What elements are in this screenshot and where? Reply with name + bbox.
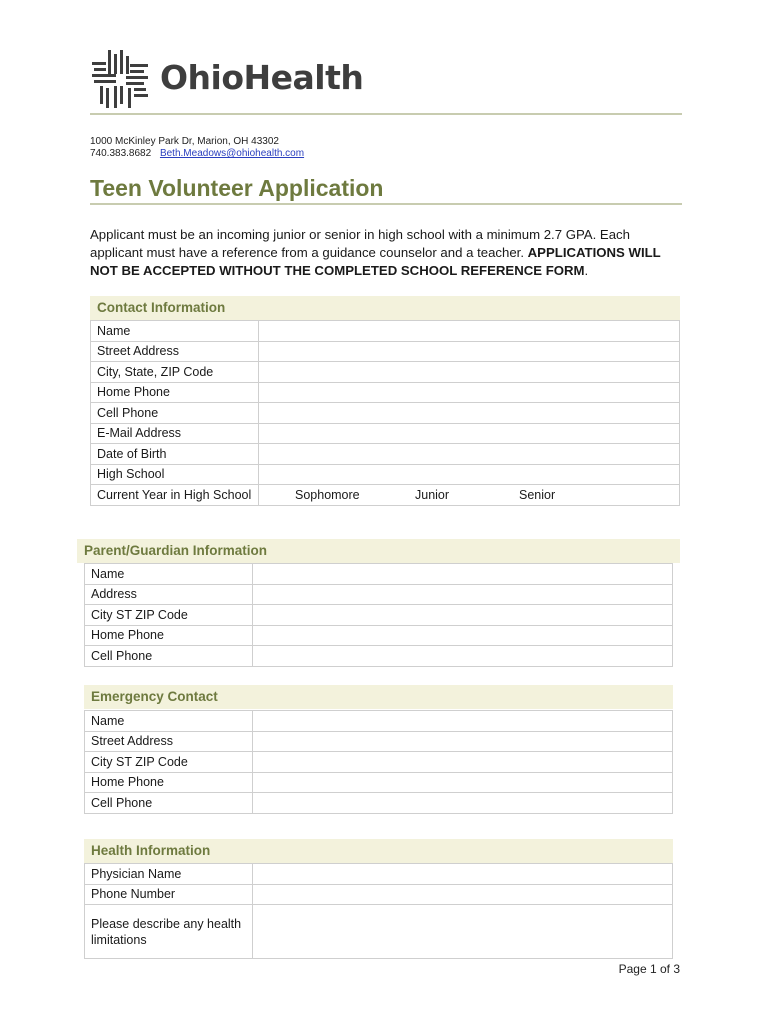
field-label: Cell Phone — [85, 646, 253, 667]
health-limitations-label: Please describe any health limitations — [85, 905, 253, 959]
emergency-section-heading: Emergency Contact — [84, 685, 673, 709]
emergency-table — [84, 710, 673, 814]
year-label: Current Year in High School — [91, 485, 259, 506]
ohiohealth-logo-icon — [90, 48, 152, 110]
field-input[interactable] — [253, 625, 673, 646]
field-input[interactable] — [253, 584, 673, 605]
field-label: Name — [85, 711, 253, 732]
table-row — [91, 321, 680, 342]
field-label: Name — [91, 321, 259, 342]
table-row — [85, 793, 673, 814]
table-row — [91, 362, 680, 383]
table-row — [85, 864, 673, 885]
table-row — [91, 382, 680, 403]
table-row — [85, 564, 673, 585]
field-label: Date of Birth — [91, 444, 259, 465]
intro-paragraph — [90, 226, 680, 280]
field-label: Home Phone — [85, 625, 253, 646]
field-input[interactable] — [253, 864, 673, 885]
field-input[interactable] — [259, 464, 680, 485]
table-row — [85, 605, 673, 626]
field-input[interactable] — [259, 403, 680, 424]
table-row — [85, 584, 673, 605]
field-label: City ST ZIP Code — [85, 605, 253, 626]
field-label: Address — [85, 584, 253, 605]
table-row — [91, 464, 680, 485]
field-input[interactable] — [253, 646, 673, 667]
table-row — [85, 905, 673, 959]
table-row — [85, 625, 673, 646]
field-input[interactable] — [259, 341, 680, 362]
org-phone: 740.383.8682 — [90, 148, 152, 159]
table-row — [85, 646, 673, 667]
intro-warning: APPLICATIONS WILL NOT BE ACCEPTED WITHOUT THE COMPLETED SCHOOL REFERENCE FORM — [90, 245, 661, 278]
year-option-senior[interactable]: Senior — [519, 487, 556, 502]
year-options-cell — [259, 485, 680, 506]
health-section-heading: Health Information — [84, 839, 673, 863]
field-label: Street Address — [91, 341, 259, 362]
field-input[interactable] — [259, 321, 680, 342]
title-divider — [90, 203, 682, 205]
field-label: High School — [91, 464, 259, 485]
table-row — [91, 444, 680, 465]
field-label: City, State, ZIP Code — [91, 362, 259, 383]
parent-section-heading: Parent/Guardian Information — [77, 539, 680, 563]
field-label: E-Mail Address — [91, 423, 259, 444]
field-input[interactable] — [253, 605, 673, 626]
field-input[interactable] — [259, 444, 680, 465]
table-row — [91, 341, 680, 362]
table-row — [91, 485, 680, 506]
header-divider — [90, 113, 682, 115]
field-input[interactable] — [259, 382, 680, 403]
field-label: City ST ZIP Code — [85, 752, 253, 773]
field-input[interactable] — [259, 423, 680, 444]
field-label: Name — [85, 564, 253, 585]
parent-table — [84, 563, 673, 667]
page-number: Page 1 of 3 — [618, 962, 680, 976]
field-label: Physician Name — [85, 864, 253, 885]
org-address: 1000 McKinley Park Dr, Marion, OH 43302 — [90, 136, 279, 147]
table-row — [85, 752, 673, 773]
logo-wordmark: OhioHealth — [160, 58, 364, 97]
table-row — [85, 772, 673, 793]
year-option-sophomore[interactable]: Sophomore — [295, 487, 360, 502]
intro-end: . — [584, 263, 589, 278]
table-row — [85, 711, 673, 732]
field-label: Home Phone — [91, 382, 259, 403]
field-input[interactable] — [259, 362, 680, 383]
field-input[interactable] — [253, 793, 673, 814]
field-label: Street Address — [85, 731, 253, 752]
field-input[interactable] — [253, 772, 673, 793]
field-input[interactable] — [253, 711, 673, 732]
field-label: Phone Number — [85, 884, 253, 905]
intro-text: Applicant must be an incoming junior or senior in high school with a minimum 2.7 GPA. Each applicant must have a reference from a guidance counselor and a teacher. — [90, 227, 630, 260]
contact-table — [90, 320, 680, 506]
field-input[interactable] — [253, 884, 673, 905]
org-contact-line — [90, 148, 304, 159]
field-label: Home Phone — [85, 772, 253, 793]
table-row — [85, 884, 673, 905]
table-row — [85, 731, 673, 752]
table-row — [91, 423, 680, 444]
ohiohealth-logo — [90, 48, 362, 114]
field-label: Cell Phone — [85, 793, 253, 814]
contact-section-heading: Contact Information — [90, 296, 680, 320]
page-title: Teen Volunteer Application — [90, 175, 384, 201]
year-option-junior[interactable]: Junior — [415, 487, 450, 502]
org-email-link[interactable]: Beth.Meadows@ohiohealth.com — [159, 148, 305, 159]
field-label: Cell Phone — [91, 403, 259, 424]
table-row — [91, 403, 680, 424]
health-table — [84, 863, 673, 959]
field-input[interactable] — [253, 564, 673, 585]
health-limitations-input[interactable] — [253, 905, 673, 959]
field-input[interactable] — [253, 731, 673, 752]
field-input[interactable] — [253, 752, 673, 773]
